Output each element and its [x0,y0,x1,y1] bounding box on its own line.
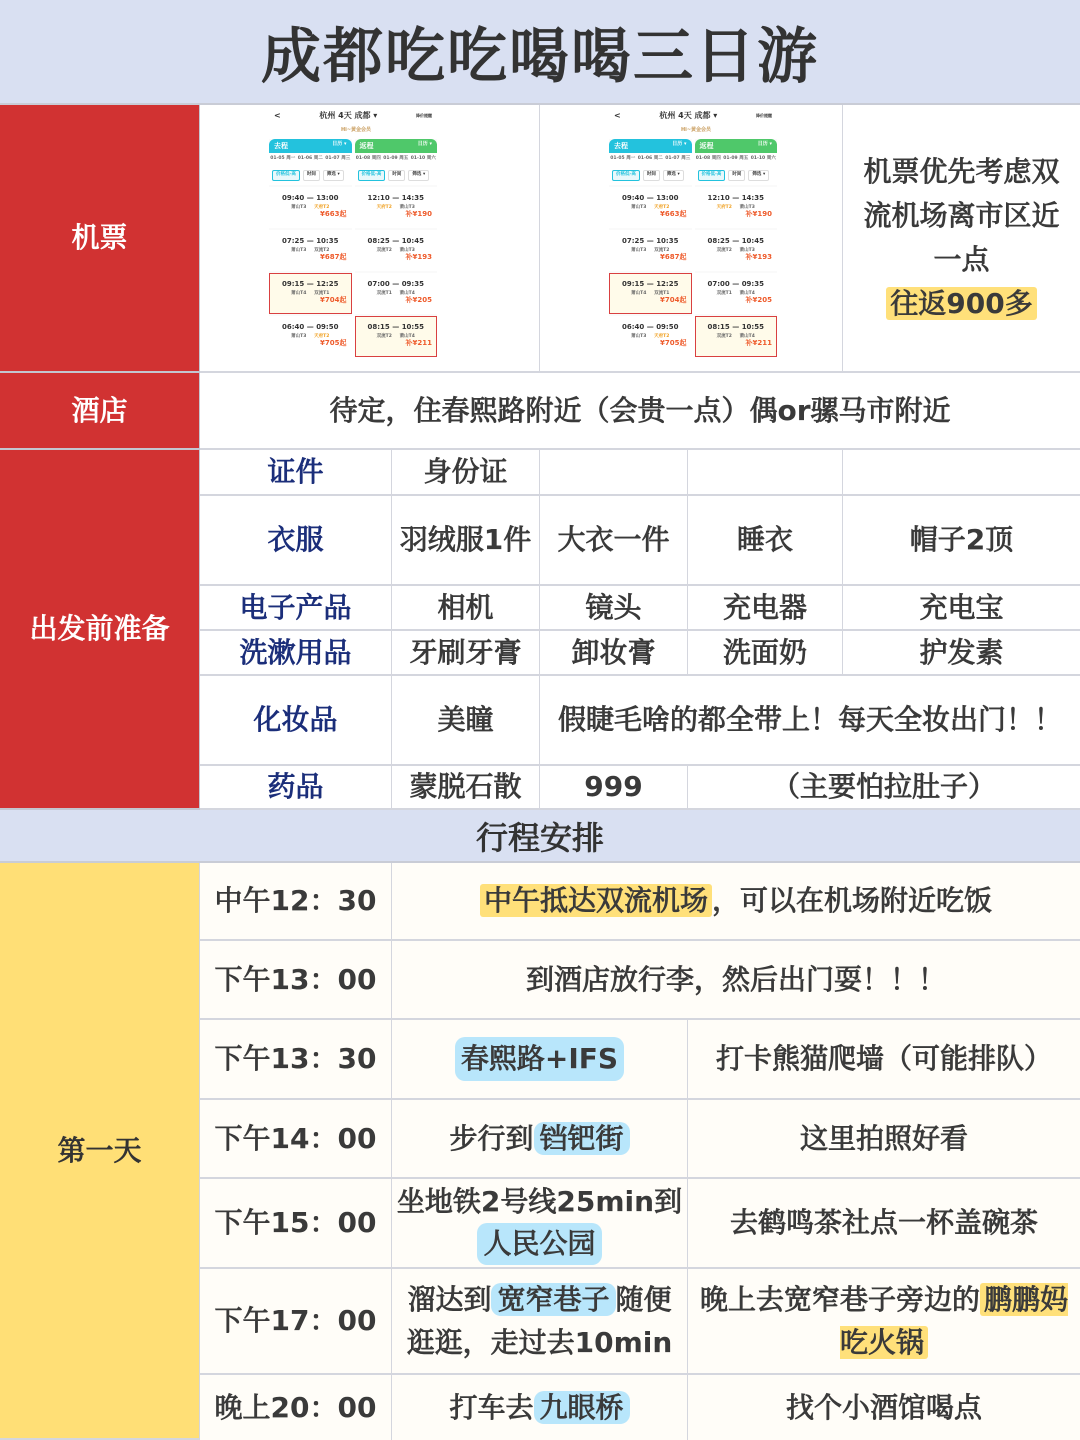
schedule-time: 下午14：00 [200,1100,392,1179]
highlight: 春熙路+IFS [455,1037,624,1080]
prep-category: 衣服 [200,496,392,586]
highlight: 九眼桥 [534,1391,630,1424]
prep-category: 电子产品 [200,586,392,631]
prep-item: （主要怕拉肚子） [688,766,1080,810]
price-highlight: 往返900多 [886,287,1036,320]
prep-item: 相机 [392,586,540,631]
prep-item: 充电器 [688,586,843,631]
schedule-activity: 坐地铁2号线25min到 人民公园 [392,1179,688,1269]
schedule-note: 去鹤鸣茶社点一杯盖碗茶 [688,1179,1080,1269]
highlight: 宽窄巷子 [491,1283,615,1316]
flight-item[interactable]: 06:40 — 09:50 萧山T3 天府T2 ¥705起 [609,316,692,357]
schedule-note: 这里拍照好看 [688,1100,1080,1179]
back-column [355,139,438,357]
flight-item[interactable]: 07:25 — 10:35 萧山T3 双流T2 ¥687起 [609,230,692,271]
prep-item: 护发素 [843,631,1080,676]
schedule-activity [392,1020,688,1100]
route-title: 杭州 4天 成都 ▾ [319,110,378,120]
prep-item: 999 [540,766,688,810]
flight-item[interactable]: 07:00 — 09:35 双流T1 萧山T4 补¥205 [695,273,778,314]
tab-go[interactable]: 去程 日历 ▾ [609,139,692,153]
member-text: Hi~黄金会员 [680,127,712,133]
prep-item: 镜头 [540,586,688,631]
go-dates[interactable]: 01-05 周一 01-06 周二 01-07 周三 [269,153,352,166]
prep-item: 充电宝 [843,586,1080,631]
schedule-time: 下午17：00 [200,1269,392,1375]
prep-item: 牙刷牙膏 [392,631,540,676]
schedule-time: 下午13：00 [200,941,392,1020]
price-alert-button[interactable]: 降价提醒 [415,112,432,118]
prep-item: 洗面奶 [688,631,843,676]
tab-back[interactable]: 返程 日历 ▾ [355,139,438,153]
prep-item: 羽绒服1件 [392,496,540,586]
schedule-activity: 步行到 铛钯街 [392,1100,688,1179]
prep-item: 身份证 [392,450,540,496]
schedule-time: 下午15：00 [200,1179,392,1269]
flight-item[interactable]: 08:25 — 10:45 双流T2 萧山T3 补¥193 [695,230,778,271]
prep-category: 洗漱用品 [200,631,392,676]
flight-app-mock [608,105,778,370]
page-title-bar [0,0,1080,105]
prep-category: 化妆品 [200,676,392,766]
schedule-time: 晚上20：00 [200,1375,392,1440]
highlight: 中午抵达双流机场 [480,884,712,917]
back-filters[interactable]: 价格低-高 时间 筛选 ▾ [695,166,778,185]
prep-item: 假睫毛啥的都全带上！每天全妆出门！！ [540,676,1080,766]
flight-screenshot-1 [200,105,540,373]
schedule-activity: 溜达到 宽窄巷子 随便逛逛，走过去10min [392,1269,688,1375]
flight-item-selected[interactable]: 09:15 — 12:25 萧山T4 双流T1 ¥704起 [609,273,692,314]
go-column [609,139,692,357]
price-alert-button[interactable]: 降价提醒 [755,112,772,118]
schedule-activity: 中午抵达双流机场 ，可以在机场附近吃饭 [392,863,1080,941]
prep-item [688,450,843,496]
flight-app-mock [268,105,438,370]
prep-item [843,450,1080,496]
flight-screenshot-2 [540,105,843,373]
highlight: 鹏鹏妈吃火锅 [839,1282,1069,1359]
flight-item[interactable]: 12:10 — 14:35 天府T2 萧山T3 补¥190 [355,187,438,228]
schedule-note: 找个小酒馆喝点 [688,1375,1080,1440]
flight-item-selected[interactable]: 08:15 — 10:55 双流T2 萧山T4 补¥211 [355,316,438,357]
back-dates[interactable]: 01-08 周四 01-09 周五 01-10 周六 [695,153,778,166]
flight-item[interactable]: 08:25 — 10:45 双流T2 萧山T3 补¥193 [355,230,438,271]
hotel-text: 待定，住春熙路附近（会贵一点）偶or骡马市附近 [200,373,1080,450]
schedule-activity: 到酒店放行李，然后出门耍！！！ [392,941,1080,1020]
flight-note: 机票优先考虑双 流机场离市区近 一点 往返900多 [843,105,1080,373]
go-filters[interactable]: 价格低-高 时间 筛选 ▾ [269,166,352,185]
prep-item: 帽子2顶 [843,496,1080,586]
back-column [695,139,778,357]
member-text: Hi~黄金会员 [340,127,372,133]
day-label: 第一天 [0,863,200,1440]
back-icon[interactable]: < [274,110,281,120]
page-title: 成都吃吃喝喝三日游 [261,21,819,92]
back-dates[interactable]: 01-08 周四 01-09 周五 01-10 周六 [355,153,438,166]
highlight: 人民公园 [477,1223,601,1265]
flight-item[interactable]: 09:40 — 13:00 萧山T3 天府T2 ¥663起 [269,187,352,228]
go-filters[interactable]: 价格低-高 时间 筛选 ▾ [609,166,692,185]
prep-category: 证件 [200,450,392,496]
hotel-label: 酒店 [0,373,200,450]
flight-item[interactable]: 06:40 — 09:50 萧山T3 天府T2 ¥705起 [269,316,352,357]
schedule-note: 晚上去宽窄巷子旁边的 鹏鹏妈吃火锅 [688,1269,1080,1375]
highlight: 铛钯街 [534,1122,630,1155]
schedule-note: 打卡熊猫爬墙（可能排队） [688,1020,1080,1100]
go-dates[interactable]: 01-05 周一 01-06 周二 01-07 周三 [609,153,692,166]
flight-item[interactable]: 12:10 — 14:35 天府T2 萧山T3 补¥190 [695,187,778,228]
prep-item: 蒙脱石散 [392,766,540,810]
flight-item[interactable]: 09:40 — 13:00 萧山T3 天府T2 ¥663起 [609,187,692,228]
schedule-time: 中午12：30 [200,863,392,941]
go-column [269,139,352,357]
prep-item: 卸妆膏 [540,631,688,676]
flight-item[interactable]: 07:25 — 10:35 萧山T3 双流T2 ¥687起 [269,230,352,271]
prep-label: 出发前准备 [0,450,200,810]
flight-item-selected[interactable]: 09:15 — 12:25 萧山T4 双流T1 ¥704起 [269,273,352,314]
prep-category: 药品 [200,766,392,810]
prep-item: 大衣一件 [540,496,688,586]
tab-go[interactable]: 去程 日历 ▾ [269,139,352,153]
prep-item: 睡衣 [688,496,843,586]
route-title: 杭州 4天 成都 ▾ [659,110,718,120]
flight-label: 机票 [0,105,200,373]
tab-back[interactable]: 返程 日历 ▾ [695,139,778,153]
flight-item[interactable]: 07:00 — 09:35 双流T1 萧山T4 补¥205 [355,273,438,314]
prep-item [540,450,688,496]
back-icon[interactable]: < [614,110,621,120]
prep-item: 美瞳 [392,676,540,766]
flight-item-selected[interactable]: 08:15 — 10:55 双流T2 萧山T4 补¥211 [695,316,778,357]
schedule-section-title: 行程安排 [0,810,1080,863]
schedule-time: 下午13：30 [200,1020,392,1100]
schedule-activity: 打车去 九眼桥 [392,1375,688,1440]
back-filters[interactable]: 价格低-高 时间 筛选 ▾ [355,166,438,185]
